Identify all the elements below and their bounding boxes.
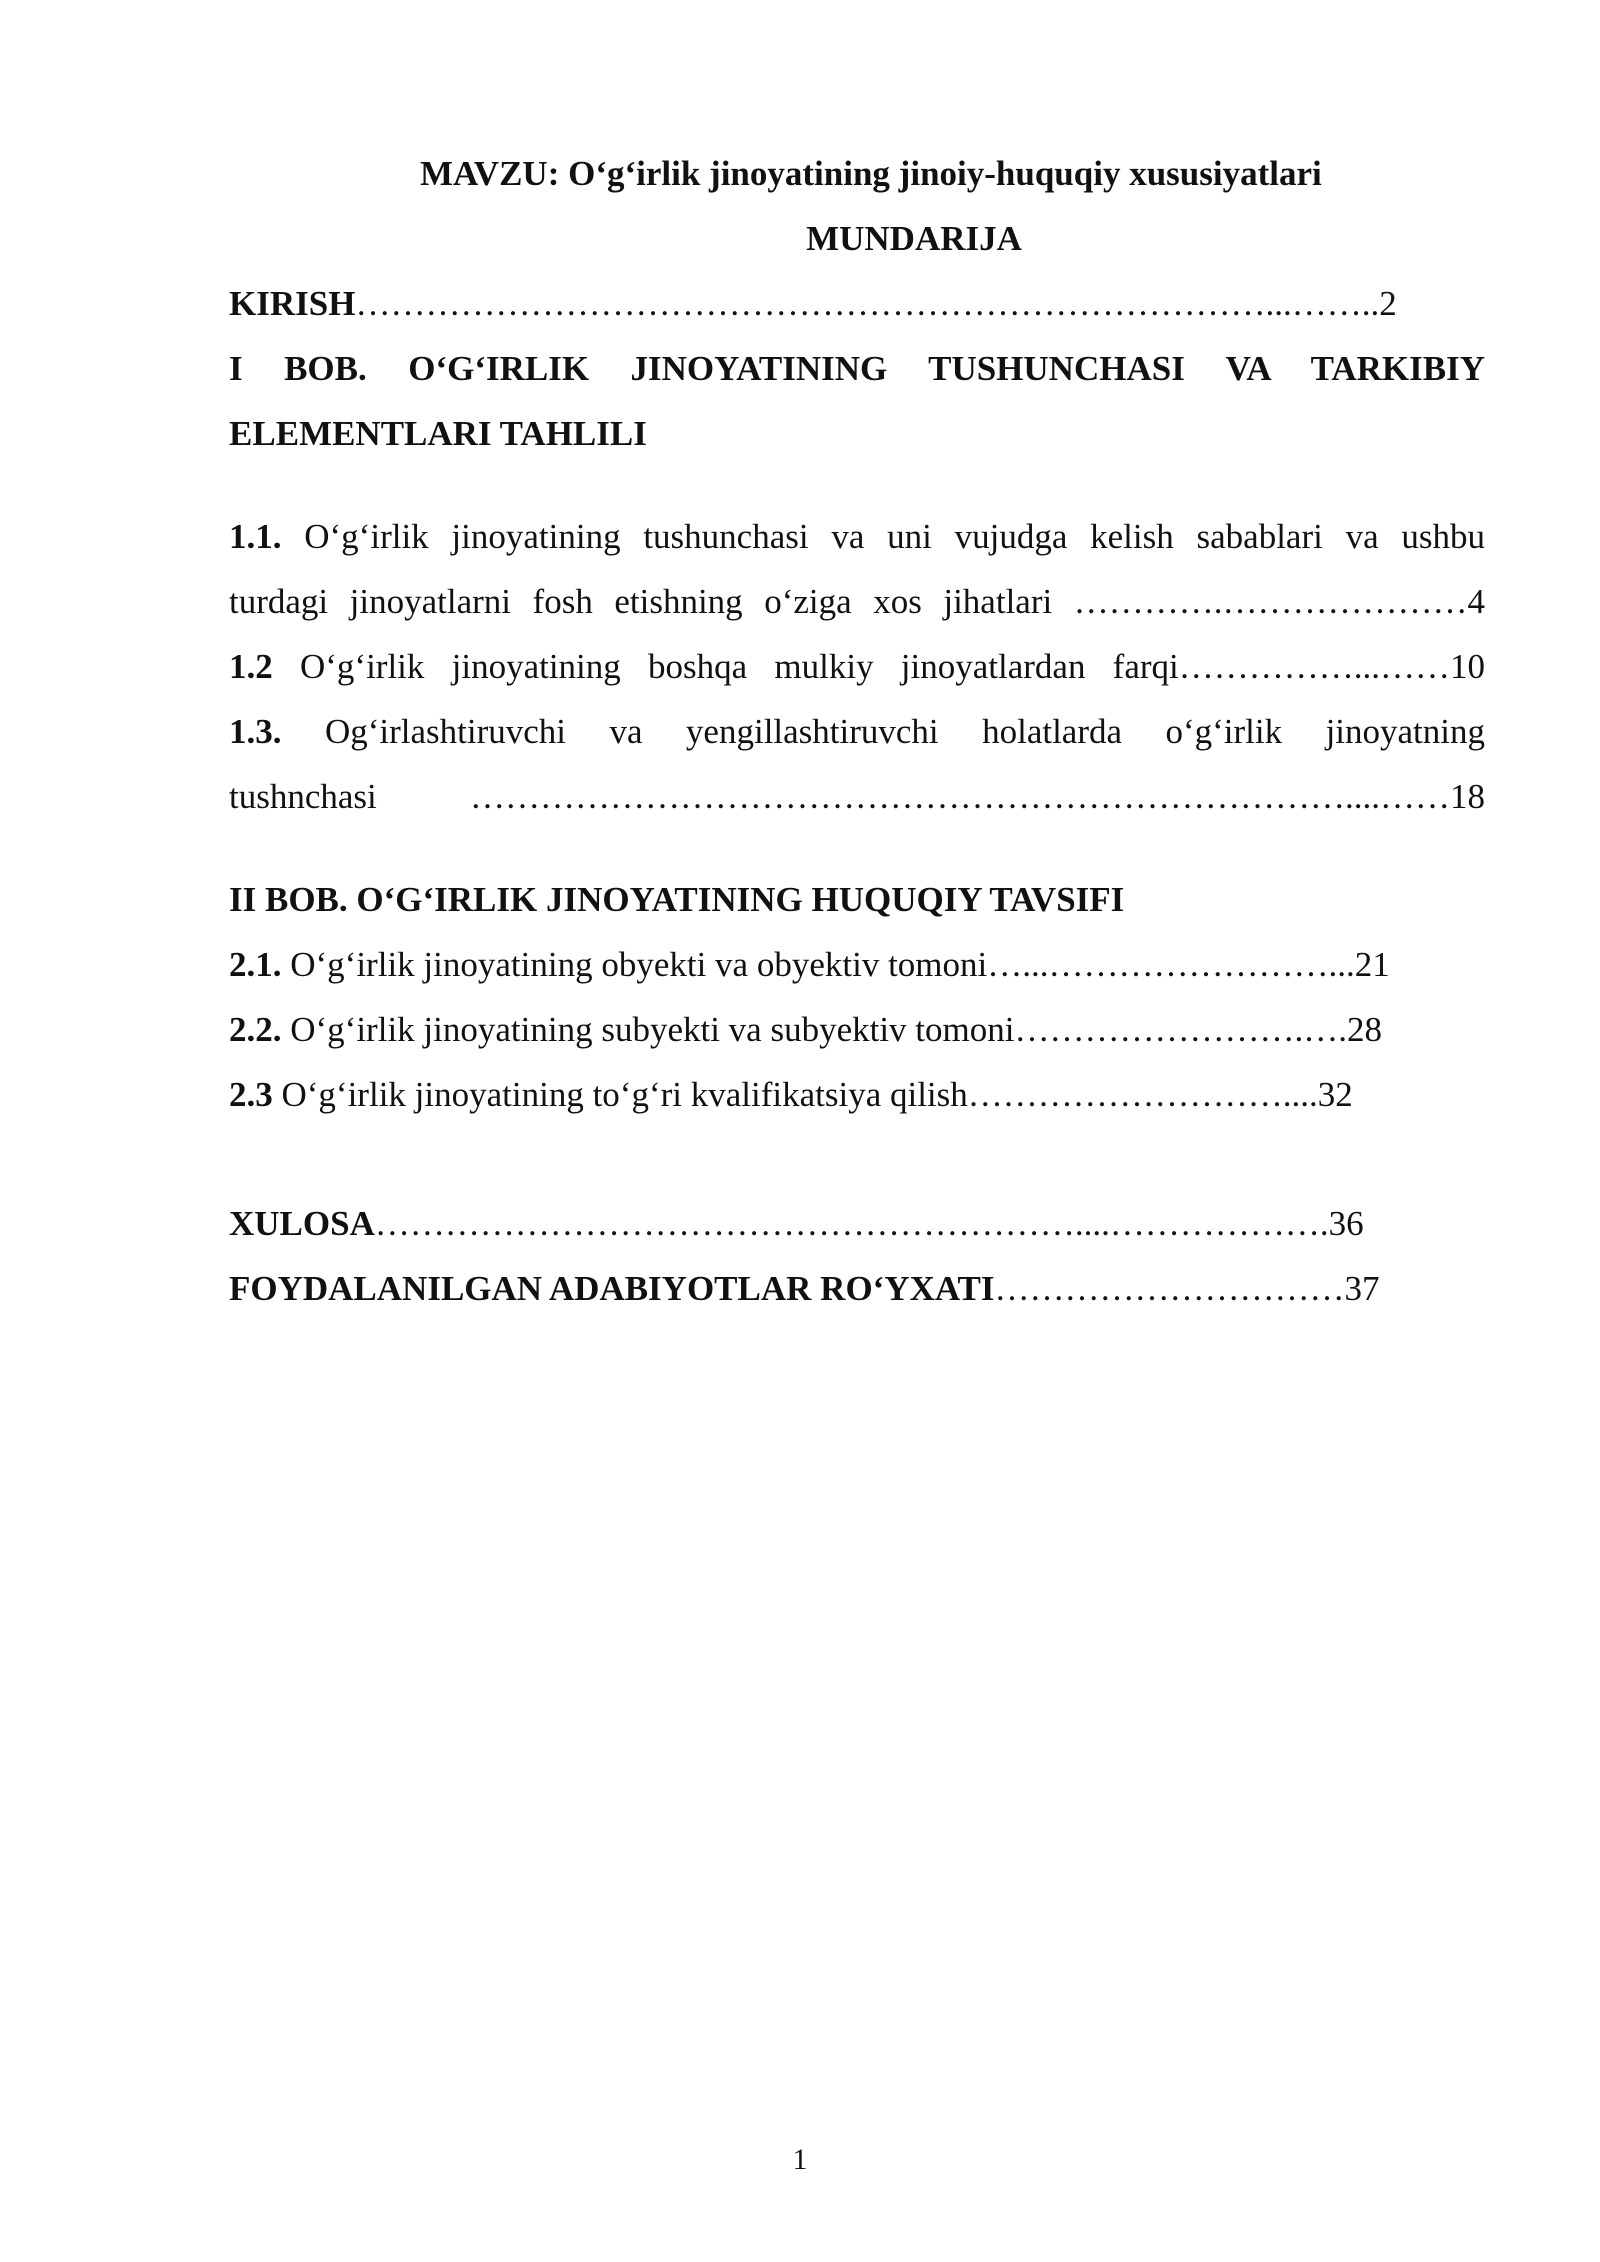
toc-entry-1-3-line-2: tushnchasi …………………………………………………………………....……18 [229,777,1485,816]
toc-entry-2-2: 2.2. O‘g‘irlik jinoyatining subyekti va subyektiv tomoni…………………….….28 [229,1010,1382,1049]
toc-entry-1-3-line-1: 1.3. Og‘irlashtiruvchi va yengillashtiruvchi holatlarda o‘g‘irlik jinoyatning [229,712,1485,751]
toc-entry-1-1-line-1: 1.1. O‘g‘irlik jinoyatining tushunchasi va uni vujudga kelish sabablari va ushbu [229,517,1485,556]
page-number: 1 [792,2143,808,2176]
toc-entry-1-1-line-2: turdagi jinoyatlarni fosh etishning o‘ziga xos jihatlari ………….…………………4 [229,582,1485,621]
toc-chapter-1-line-2: ELEMENTLARI TAHLILI [229,414,647,453]
toc-entry-2-3: 2.3 O‘g‘irlik jinoyatining to‘g‘ri kvalifikatsiya qilish………………………....32 [229,1075,1353,1114]
toc-entry-1-2: 1.2 O‘g‘irlik jinoyatining boshqa mulkiy jinoyatlardan farqi……………...……10 [229,647,1485,686]
toc-chapter-2: II BOB. O‘G‘IRLIK JINOYATINING HUQUQIY TAVSIFI [229,880,1125,919]
toc-chapter-1-line-1: I BOB. O‘G‘IRLIK JINOYATINING TUSHUNCHASI VA TARKIBIY [229,349,1485,388]
document-title: MAVZU: O‘g‘irlik jinoyatining jinoiy-huquqiy xususiyatlari [420,154,1322,193]
toc-entry-adabiyotlar: FOYDALANILGAN ADABIYOTLAR RO‘YXATI…………………………37 [229,1269,1380,1308]
toc-entry-xulosa: XULOSA……………………………………………………....……………….36 [229,1204,1364,1243]
toc-heading: MUNDARIJA [806,219,1022,258]
toc-entry-2-1: 2.1. O‘g‘irlik jinoyatining obyekti va obyektiv tomoni…...……………………...21 [229,945,1390,984]
toc-entry-kirish: KIRISH……………………………………………………………………...……..2 [229,284,1397,323]
